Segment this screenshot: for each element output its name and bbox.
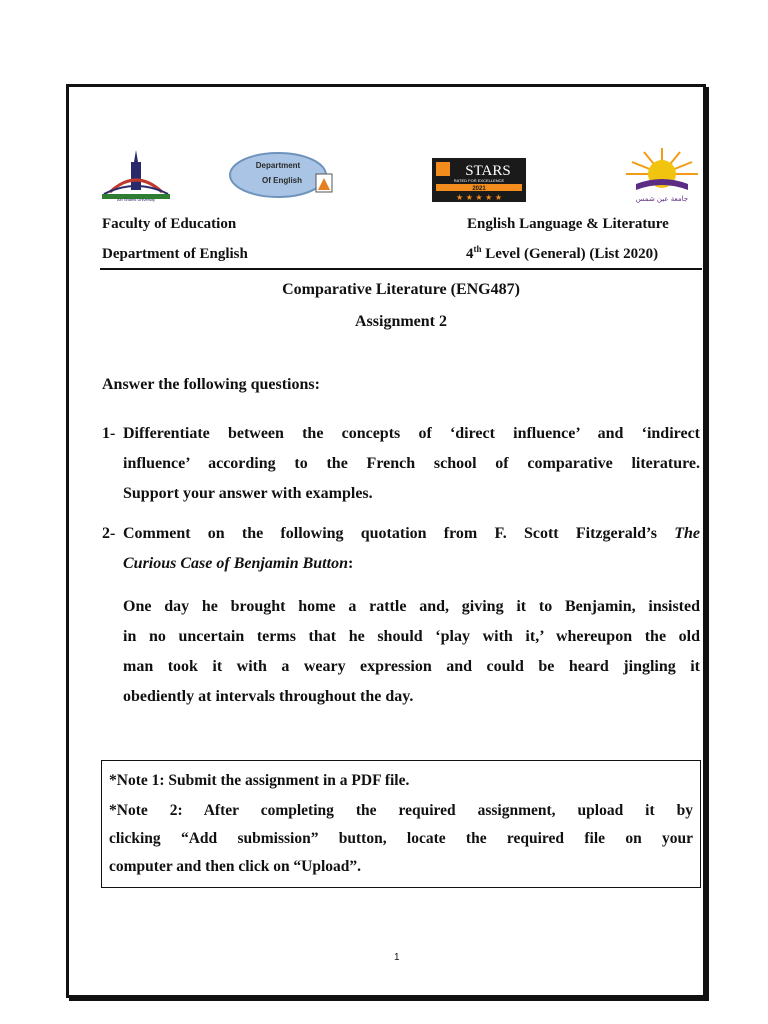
note-1: *Note 1: Submit the assignment in a PDF file. (109, 772, 410, 789)
quotation (123, 592, 700, 712)
question-line (123, 519, 700, 549)
ain-shams-logo-text: جامعة عين شمس (635, 195, 689, 203)
stars-title: STARS (465, 163, 511, 179)
question-2 (102, 519, 700, 579)
stars-subtitle: RATED FOR EXCELLENCE (453, 178, 505, 183)
level-info (466, 244, 658, 263)
stars-rating-icon: ★ ★ ★ ★ ★ (455, 193, 503, 202)
ain-shams-logo (622, 144, 702, 204)
assignment-title: Assignment 2 (354, 313, 447, 330)
quote-line: obediently at intervals throughout the day. (123, 688, 414, 705)
program-name: English Language & Literature (467, 216, 669, 232)
question-line: Support your answer with examples. (123, 485, 373, 502)
question-text: : (347, 555, 354, 572)
level-suffix: th (473, 244, 482, 254)
faculty-name: Faculty of Education (102, 216, 237, 232)
question-line: Differentiate between the concepts of ‘direct influence’ and ‘indirect (123, 425, 700, 442)
page-number: 1 (394, 952, 400, 963)
question-number: 2- (102, 525, 116, 542)
course-title: Comparative Literature (ENG487) (282, 281, 520, 298)
note-line: clicking “Add submission” button, locate the required file on your (109, 830, 693, 847)
question-text: Comment on the following quotation from F. Scott Fitzgerald’s (123, 525, 675, 542)
quote-line: in no uncertain terms that he should ‘play with it,’ whereupon the old (123, 628, 700, 645)
notes-box (101, 760, 701, 888)
stars-year: 2021 (472, 186, 486, 192)
department-logo-line2: Of English (262, 176, 302, 185)
question-number: 1- (102, 425, 116, 442)
instructions-heading: Answer the following questions: (102, 376, 320, 393)
question-line (123, 549, 700, 579)
header-divider (100, 268, 702, 270)
department-name: Department of English (102, 246, 248, 262)
level-detail: Level (General) (List 2020) (481, 246, 659, 262)
quote-line: One day he brought home a rattle and, giving it to Benjamin, insisted (123, 598, 700, 615)
level-number: 4 (466, 246, 474, 262)
note-line: computer and then click on “Upload”. (109, 858, 362, 875)
department-logo (228, 150, 336, 200)
stars-rating-logo (432, 158, 526, 202)
university-caption: Ain Shams University (116, 197, 156, 202)
book-title-part: Curious Case of Benjamin Button (123, 555, 348, 572)
quote-line: man took it with a weary expression and could be heard jingling it (123, 658, 700, 675)
question-line: influence’ according to the French school of comparative literature. (123, 455, 700, 472)
note-line: *Note 2: After completing the required assignment, upload it by (109, 802, 693, 819)
note-2 (109, 797, 693, 881)
university-logo (100, 148, 172, 202)
department-logo-line1: Department (255, 161, 301, 170)
book-title-part: The (674, 525, 700, 542)
question-1 (102, 419, 700, 509)
